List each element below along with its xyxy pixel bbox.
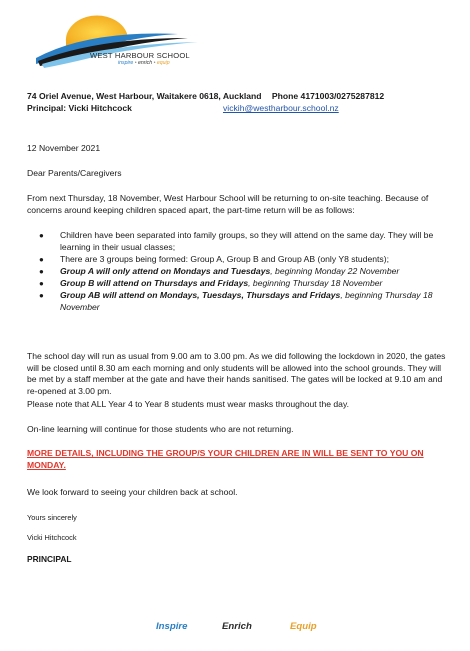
- closing-paragraph: We look forward to seeing your children back at school.: [27, 487, 238, 497]
- intro-paragraph: From next Thursday, 18 November, West Harbour School will be returning to on-site teaching. Because of concerns around keeping children spaced apart, the part-time return will be as follows:: [27, 193, 429, 215]
- footer-equip: Equip: [290, 621, 317, 632]
- list-item: ● Group A will only attend on Mondays and Tuesdays, beginning Monday 22 November: [39, 265, 400, 276]
- school-name: WEST HARBOUR SCHOOL: [90, 51, 190, 60]
- address-line: [27, 91, 384, 101]
- school-logo-icon: [28, 8, 228, 78]
- schedule-paragraph: The school day will run as usual from 9.00 am to 3.00 pm. As we did following the lockdown in 2020, the gates will be closed until 8.30 am each morning and only students will be allowed into the school grounds. They will be met by a staff member at the gate and have their hands sanitised. The gates will be locked at 9.10 am and re-opened at 3.00 pm.: [27, 351, 446, 396]
- online-paragraph: On-line learning will continue for those students who are not returning.: [27, 424, 294, 434]
- masks-paragraph: Please note that ALL Year 4 to Year 8 students must wear masks throughout the day.: [27, 399, 349, 409]
- list-item: ● Group B will attend on Thursdays and Fridays, beginning Thursday 18 November: [39, 277, 383, 288]
- list-item: ● Children have been separated into family groups, so they will attend on the same day. They will be learning in their usual classes;: [39, 230, 434, 252]
- signer-title: PRINCIPAL: [27, 554, 72, 564]
- list-item: ● Group AB will attend on Mondays, Tuesdays, Thursdays and Fridays, beginning Thursday 18 November: [39, 289, 433, 312]
- school-tagline: inspire • enrich • equip: [118, 60, 170, 66]
- address: 74 Oriel Avenue, West Harbour, Waitakere 0618, Auckland: [27, 91, 262, 101]
- signer-name: Vicki Hitchcock: [27, 533, 77, 542]
- group-list: [27, 230, 450, 314]
- phone: Phone 4171003/0275287812: [271, 91, 385, 101]
- principal-label: Principal: Vicki Hitchcock: [27, 103, 132, 113]
- notice-paragraph: MORE DETAILS, INCLUDING THE GROUP/S YOUR CHILDREN ARE IN WILL BE SENT TO YOU ON MONDAY.: [27, 448, 424, 470]
- footer-enrich: Enrich: [222, 621, 252, 632]
- email-link[interactable]: vickih@westharbour.school.nz: [223, 103, 339, 113]
- list-item: ● There are 3 groups being formed: Group A, Group B and Group AB (only Y8 students);: [39, 253, 389, 264]
- sign-off: Yours sincerely: [27, 513, 77, 522]
- letter-date: 12 November 2021: [27, 143, 101, 153]
- salutation: Dear Parents/Caregivers: [27, 168, 122, 178]
- footer-inspire: Inspire: [156, 621, 188, 632]
